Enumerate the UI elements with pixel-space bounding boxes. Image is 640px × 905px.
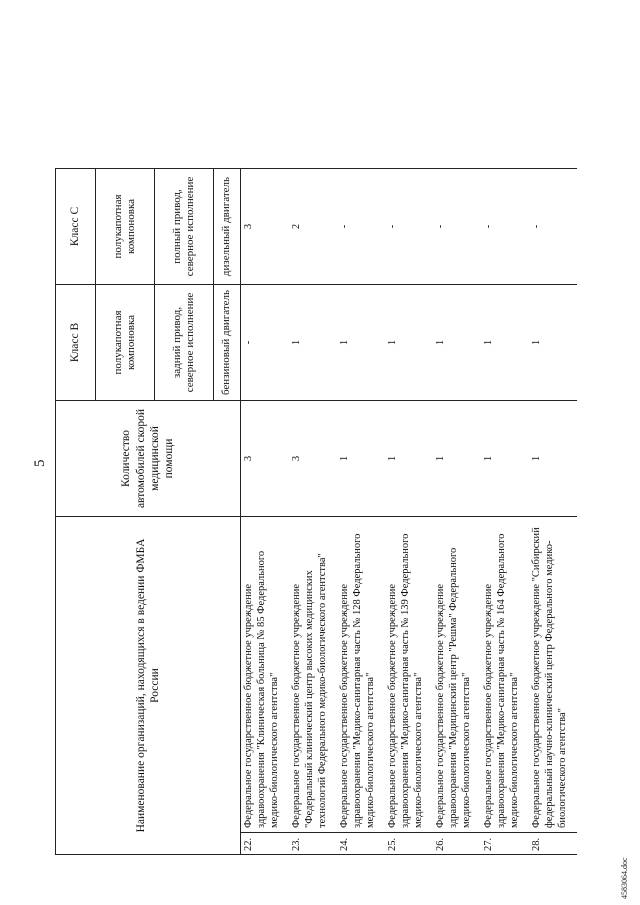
header-class-c-drive: полный привод, северное исполнение xyxy=(154,169,213,285)
header-class-b-layout: полукапотная компоновка xyxy=(95,285,154,401)
table-row xyxy=(241,169,290,855)
class-c-count: - xyxy=(481,169,529,285)
class-c-count: - xyxy=(433,169,481,285)
table-header xyxy=(56,169,241,855)
page-number: 5 xyxy=(32,459,48,467)
table-row xyxy=(385,169,433,855)
header-class-b-drive: задний привод, северное исполнение xyxy=(154,285,213,401)
header-class-c-engine: дизельный двигатель xyxy=(213,169,240,285)
row-number: 23. xyxy=(289,833,337,855)
table-row xyxy=(289,169,337,855)
table-row xyxy=(529,169,577,855)
ambulance-quantity: 1 xyxy=(433,401,481,517)
class-b-count: 1 xyxy=(337,285,385,401)
table-row xyxy=(433,169,481,855)
class-b-count: - xyxy=(241,285,290,401)
class-b-count: 1 xyxy=(481,285,529,401)
class-c-count: - xyxy=(385,169,433,285)
header-class-c-layout: полукапотная компоновка xyxy=(95,169,154,285)
ambulance-quantity: 3 xyxy=(289,401,337,517)
ambulance-quantity: 1 xyxy=(481,401,529,517)
row-number: 27. xyxy=(481,833,529,855)
ambulance-quantity: 1 xyxy=(385,401,433,517)
row-number: 28. xyxy=(529,833,577,855)
class-b-count: 1 xyxy=(529,285,577,401)
class-c-count: - xyxy=(337,169,385,285)
organization-name: Федеральное государственное бюджетное учреждение здравоохранения "Клиническая больница № 85 Федерального медико-биологического агентства" xyxy=(241,517,290,833)
header-class-b: Класс В xyxy=(56,285,96,401)
table-row xyxy=(481,169,529,855)
header-organization-name: Наименование организаций, находящихся в ведении ФМБА России xyxy=(56,517,241,855)
class-c-count: 2 xyxy=(289,169,337,285)
row-number: 24. xyxy=(337,833,385,855)
organization-name: Федеральное государственное бюджетное учреждение "Сибирский федеральный научно-клинический центр Федерального медико-биологического агентства" xyxy=(529,517,577,833)
ambulance-allocation-table xyxy=(55,168,577,855)
ambulance-quantity: 1 xyxy=(337,401,385,517)
organization-name: Федеральное государственное бюджетное учреждение здравоохранения "Медико-санитарная часть № 139 Федерального медико-биологического агентства" xyxy=(385,517,433,833)
organization-name: Федеральное государственное бюджетное учреждение "Федеральный клинический центр высоких медицинских технологий Федерального медико-биологического агентства" xyxy=(289,517,337,833)
document-file-code: 4583064.doc xyxy=(620,857,629,899)
row-number: 26. xyxy=(433,833,481,855)
class-b-count: 1 xyxy=(385,285,433,401)
organization-name: Федеральное государственное бюджетное учреждение здравоохранения "Медико-санитарная часть № 164 Федерального медико-биологического агентства" xyxy=(481,517,529,833)
class-b-count: 1 xyxy=(433,285,481,401)
table-body xyxy=(241,169,578,855)
table-row xyxy=(337,169,385,855)
class-c-count: - xyxy=(529,169,577,285)
ambulance-quantity: 1 xyxy=(529,401,577,517)
organization-name: Федеральное государственное бюджетное учреждение здравоохранения "Медицинский центр "Решма" Федерального медико-биологического агентства" xyxy=(433,517,481,833)
class-b-count: 1 xyxy=(289,285,337,401)
row-number: 22. xyxy=(241,833,290,855)
organization-name: Федеральное государственное бюджетное учреждение здравоохранения "Медико-санитарная часть № 128 Федерального медико-биологического агентства" xyxy=(337,517,385,833)
ambulance-quantity: 3 xyxy=(241,401,290,517)
row-number: 25. xyxy=(385,833,433,855)
header-class-b-engine: бензиновый двигатель xyxy=(213,285,240,401)
class-c-count: 3 xyxy=(241,169,290,285)
header-class-c: Класс С xyxy=(56,169,96,285)
header-ambulance-quantity: Количество автомобилей скорой медицинской помощи xyxy=(56,401,241,517)
